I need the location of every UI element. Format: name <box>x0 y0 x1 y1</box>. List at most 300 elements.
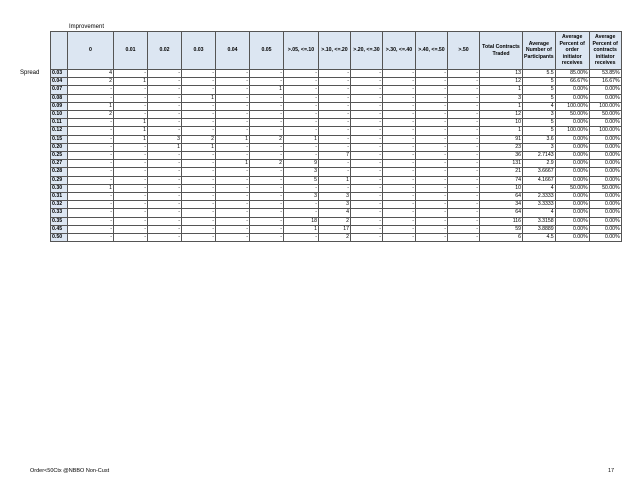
table-cell: - <box>250 201 284 209</box>
table-cell: - <box>250 94 284 102</box>
table-cell: - <box>383 217 416 225</box>
table-cell: - <box>216 184 250 192</box>
column-header <box>51 32 68 70</box>
table-cell: - <box>284 78 319 86</box>
table-row <box>51 176 622 184</box>
table-cell: - <box>416 78 448 86</box>
table-cell: - <box>351 152 383 160</box>
table-cell: - <box>182 119 216 127</box>
table-cell: - <box>448 234 480 242</box>
table-cell: 0.00% <box>589 143 621 151</box>
table-cell: - <box>351 127 383 135</box>
table-cell: 0.00% <box>589 119 621 127</box>
table-cell: - <box>416 143 448 151</box>
table-cell: 12 <box>480 111 523 119</box>
table-cell: - <box>148 127 182 135</box>
table-cell: 1 <box>182 143 216 151</box>
table-cell: 0.00% <box>589 217 621 225</box>
table-cell: - <box>448 78 480 86</box>
table-cell: - <box>383 70 416 78</box>
table-cell: 1 <box>114 127 148 135</box>
table-cell: - <box>216 225 250 233</box>
table-cell: - <box>416 119 448 127</box>
spread-value: 0.32 <box>51 201 68 209</box>
table-cell: 0.00% <box>589 160 621 168</box>
table-cell: - <box>319 70 351 78</box>
table-cell: 0.00% <box>555 86 589 94</box>
table-header-row <box>51 32 622 70</box>
table-cell: - <box>383 209 416 217</box>
table-cell: - <box>416 127 448 135</box>
table-cell: - <box>284 184 319 192</box>
table-cell: - <box>182 209 216 217</box>
table-cell: - <box>182 168 216 176</box>
table-cell: 100.00% <box>555 102 589 110</box>
table-cell: - <box>182 152 216 160</box>
table-cell: - <box>319 135 351 143</box>
table-cell: - <box>448 193 480 201</box>
table-row <box>51 70 622 78</box>
table-cell: - <box>182 201 216 209</box>
table-cell: 59 <box>480 225 523 233</box>
table-cell: - <box>351 176 383 184</box>
table-cell: - <box>68 217 114 225</box>
table-cell: - <box>416 152 448 160</box>
spread-value: 0.20 <box>51 143 68 151</box>
table-cell: 34 <box>480 201 523 209</box>
table-cell: - <box>416 94 448 102</box>
table-cell: - <box>319 168 351 176</box>
column-header: Average Percent of order initiator receives <box>555 32 589 70</box>
table-cell: - <box>351 160 383 168</box>
table-cell: - <box>68 143 114 151</box>
table-cell: 3 <box>284 193 319 201</box>
table-cell: - <box>448 168 480 176</box>
table-cell: - <box>284 111 319 119</box>
table-cell: - <box>114 168 148 176</box>
spread-value: 0.09 <box>51 102 68 110</box>
table-row <box>51 160 622 168</box>
table-cell: - <box>416 168 448 176</box>
column-header: 0.05 <box>250 32 284 70</box>
table-cell: - <box>351 102 383 110</box>
table-cell: - <box>68 209 114 217</box>
table-cell: - <box>284 102 319 110</box>
table-cell: - <box>416 176 448 184</box>
table-row <box>51 143 622 151</box>
table-cell: 1 <box>148 143 182 151</box>
table-cell: 17 <box>319 225 351 233</box>
table-cell: - <box>148 201 182 209</box>
table-cell: - <box>383 127 416 135</box>
table-cell: 4 <box>68 70 114 78</box>
table-cell: - <box>448 201 480 209</box>
table-cell: 18 <box>284 217 319 225</box>
table-row <box>51 209 622 217</box>
table-cell: 50.00% <box>589 111 621 119</box>
table-cell: - <box>351 217 383 225</box>
spread-value: 0.03 <box>51 70 68 78</box>
table-cell: - <box>216 127 250 135</box>
column-header: >.50 <box>448 32 480 70</box>
table-cell: - <box>114 193 148 201</box>
table-cell: - <box>448 94 480 102</box>
table-cell: 3 <box>148 135 182 143</box>
table-cell: - <box>114 102 148 110</box>
table-cell: 1 <box>480 102 523 110</box>
table-cell: - <box>114 201 148 209</box>
table-cell: 50.00% <box>555 184 589 192</box>
table-row <box>51 184 622 192</box>
table-cell: - <box>448 225 480 233</box>
table-cell: - <box>416 135 448 143</box>
table-cell: - <box>182 111 216 119</box>
table-cell: - <box>182 184 216 192</box>
table-cell: - <box>448 217 480 225</box>
table-cell: - <box>182 176 216 184</box>
column-header: Total Contracts Traded <box>480 32 523 70</box>
spread-value: 0.07 <box>51 86 68 94</box>
table-cell: 74 <box>480 176 523 184</box>
table-cell: - <box>250 70 284 78</box>
table-cell: - <box>351 78 383 86</box>
spread-value: 0.33 <box>51 209 68 217</box>
table-cell: 0.00% <box>555 201 589 209</box>
table-cell: - <box>216 143 250 151</box>
table-cell: 2.3333 <box>523 193 556 201</box>
table-cell: 3 <box>319 193 351 201</box>
table-cell: - <box>148 168 182 176</box>
table-cell: - <box>383 86 416 94</box>
table-cell: 1 <box>68 102 114 110</box>
table-cell: 64 <box>480 193 523 201</box>
table-cell: 5 <box>523 127 556 135</box>
table-row <box>51 152 622 160</box>
table-cell: - <box>383 234 416 242</box>
column-header: >.20, <=.30 <box>351 32 383 70</box>
table-cell: 0.00% <box>589 86 621 94</box>
table-cell: - <box>383 152 416 160</box>
table-cell: - <box>114 86 148 94</box>
table-cell: - <box>383 135 416 143</box>
table-row <box>51 78 622 86</box>
table-cell: - <box>383 168 416 176</box>
table-cell: - <box>114 160 148 168</box>
table-cell: - <box>68 127 114 135</box>
table-cell: 0.00% <box>555 209 589 217</box>
table-cell: - <box>351 184 383 192</box>
table-cell: - <box>216 94 250 102</box>
column-header: Average Percent of contracts initiator receives <box>589 32 621 70</box>
table-cell: - <box>148 176 182 184</box>
table-cell: - <box>182 193 216 201</box>
table-cell: 13 <box>480 70 523 78</box>
table-cell: 2.7143 <box>523 152 556 160</box>
table-cell: 1 <box>114 135 148 143</box>
table-cell: - <box>114 217 148 225</box>
table-cell: - <box>216 111 250 119</box>
table-row <box>51 86 622 94</box>
table-cell: 5 <box>523 119 556 127</box>
spread-value: 0.27 <box>51 160 68 168</box>
table-cell: 4 <box>319 209 351 217</box>
table-cell: 3.6667 <box>523 168 556 176</box>
table-cell: 0.00% <box>555 152 589 160</box>
spread-value: 0.10 <box>51 111 68 119</box>
table-cell: - <box>284 234 319 242</box>
table-cell: - <box>182 217 216 225</box>
table-cell: - <box>68 94 114 102</box>
table-cell: - <box>416 111 448 119</box>
improvement-table <box>50 31 622 242</box>
table-cell: 6 <box>480 234 523 242</box>
footer-caption: Order<50Ctx @NBBO Non-Cust <box>30 468 110 474</box>
table-cell: - <box>114 143 148 151</box>
table-cell: 9 <box>284 160 319 168</box>
table-cell: 85.00% <box>555 70 589 78</box>
table-cell: 66.67% <box>555 78 589 86</box>
spread-label: Spread <box>20 70 40 76</box>
table-cell: - <box>148 70 182 78</box>
table-cell: 0.00% <box>589 201 621 209</box>
table-cell: - <box>216 152 250 160</box>
table-cell: - <box>216 209 250 217</box>
table-cell: 0.00% <box>555 94 589 102</box>
table-cell: - <box>148 111 182 119</box>
table-cell: - <box>383 225 416 233</box>
table-cell: - <box>68 176 114 184</box>
table-cell: 1 <box>480 86 523 94</box>
table-cell: - <box>114 225 148 233</box>
table-cell: - <box>416 234 448 242</box>
table-cell: - <box>448 152 480 160</box>
table-cell: - <box>114 234 148 242</box>
table-cell: - <box>216 193 250 201</box>
table-cell: 5 <box>284 176 319 184</box>
table-cell: 3 <box>523 111 556 119</box>
table-cell: 23 <box>480 143 523 151</box>
table-row <box>51 111 622 119</box>
table-cell: - <box>68 86 114 94</box>
table-cell: - <box>448 143 480 151</box>
spread-value: 0.12 <box>51 127 68 135</box>
spread-value: 0.31 <box>51 193 68 201</box>
table-cell: - <box>216 119 250 127</box>
table-cell: 5.5 <box>523 70 556 78</box>
table-cell: - <box>284 119 319 127</box>
table-cell: - <box>383 143 416 151</box>
column-header: 0.02 <box>148 32 182 70</box>
table-cell: - <box>383 78 416 86</box>
table-cell: - <box>216 201 250 209</box>
table-cell: 0.00% <box>589 225 621 233</box>
column-header: 0.01 <box>114 32 148 70</box>
table-cell: - <box>114 94 148 102</box>
table-cell: - <box>448 184 480 192</box>
table-cell: 3.6 <box>523 135 556 143</box>
table-cell: - <box>284 86 319 94</box>
table-cell: - <box>416 184 448 192</box>
table-cell: 64 <box>480 209 523 217</box>
table-cell: 50.00% <box>589 184 621 192</box>
table-cell: - <box>448 119 480 127</box>
table-cell: - <box>148 184 182 192</box>
table-cell: 0.00% <box>589 152 621 160</box>
table-cell: 3 <box>480 94 523 102</box>
table-cell: - <box>216 176 250 184</box>
spread-value: 0.04 <box>51 78 68 86</box>
table-cell: - <box>416 160 448 168</box>
table-cell: - <box>319 102 351 110</box>
table-cell: - <box>148 209 182 217</box>
table-cell: 91 <box>480 135 523 143</box>
column-header: >.10, <=.20 <box>319 32 351 70</box>
table-cell: 36 <box>480 152 523 160</box>
table-cell: - <box>383 176 416 184</box>
table-cell: 2 <box>319 234 351 242</box>
spread-value: 0.25 <box>51 152 68 160</box>
table-cell: 100.00% <box>589 102 621 110</box>
table-cell: - <box>284 143 319 151</box>
table-cell: - <box>383 119 416 127</box>
table-cell: - <box>351 225 383 233</box>
table-cell: 1 <box>250 86 284 94</box>
table-cell: - <box>148 217 182 225</box>
table-cell: 0.00% <box>589 193 621 201</box>
table-cell: 0.00% <box>589 168 621 176</box>
table-cell: 2 <box>68 111 114 119</box>
table-cell: - <box>68 160 114 168</box>
table-cell: - <box>250 184 284 192</box>
table-cell: - <box>216 234 250 242</box>
column-header: >.05, <=.10 <box>284 32 319 70</box>
table-cell: 0.00% <box>555 225 589 233</box>
table-cell: - <box>319 160 351 168</box>
table-cell: - <box>383 201 416 209</box>
table-cell: - <box>319 119 351 127</box>
table-row <box>51 217 622 225</box>
table-cell: - <box>148 193 182 201</box>
table-cell: - <box>351 70 383 78</box>
table-cell: 131 <box>480 160 523 168</box>
table-cell: - <box>416 225 448 233</box>
table-cell: - <box>416 102 448 110</box>
table-cell: - <box>250 119 284 127</box>
table-cell: - <box>416 217 448 225</box>
table-row <box>51 234 622 242</box>
table-cell: - <box>182 102 216 110</box>
table-cell: - <box>319 78 351 86</box>
table-cell: - <box>448 127 480 135</box>
table-cell: - <box>182 78 216 86</box>
table-cell: - <box>448 209 480 217</box>
table-cell: - <box>250 152 284 160</box>
table-cell: - <box>448 111 480 119</box>
table-cell: - <box>250 143 284 151</box>
table-cell: - <box>319 94 351 102</box>
table-cell: - <box>182 234 216 242</box>
spread-value: 0.28 <box>51 168 68 176</box>
table-cell: - <box>351 209 383 217</box>
table-cell: - <box>284 209 319 217</box>
spread-value: 0.29 <box>51 176 68 184</box>
table-cell: - <box>114 209 148 217</box>
table-row <box>51 119 622 127</box>
table-cell: - <box>68 193 114 201</box>
table-cell: - <box>68 234 114 242</box>
column-header: 0.03 <box>182 32 216 70</box>
table-cell: - <box>182 160 216 168</box>
table-cell: 0.00% <box>555 119 589 127</box>
table-cell: 5 <box>523 94 556 102</box>
table-cell: - <box>216 78 250 86</box>
table-cell: 1 <box>480 127 523 135</box>
table-cell: - <box>114 176 148 184</box>
table-cell: - <box>416 86 448 94</box>
table-row <box>51 168 622 176</box>
table-cell: - <box>148 119 182 127</box>
table-cell: - <box>383 193 416 201</box>
table-cell: - <box>351 143 383 151</box>
table-cell: - <box>416 209 448 217</box>
table-cell: - <box>114 184 148 192</box>
table-cell: - <box>182 225 216 233</box>
table-cell: - <box>250 127 284 135</box>
table-cell: 0.00% <box>589 176 621 184</box>
table-cell: 3.3333 <box>523 201 556 209</box>
table-cell: 1 <box>114 119 148 127</box>
table-cell: 0.00% <box>555 193 589 201</box>
table-cell: - <box>448 160 480 168</box>
table-cell: 100.00% <box>555 127 589 135</box>
table-cell: - <box>284 70 319 78</box>
table-cell: 0.00% <box>555 135 589 143</box>
spread-value: 0.30 <box>51 184 68 192</box>
spread-value: 0.11 <box>51 119 68 127</box>
table-cell: 2 <box>68 78 114 86</box>
table-cell: - <box>448 102 480 110</box>
table-cell: - <box>383 111 416 119</box>
table-cell: - <box>250 234 284 242</box>
table-cell: 2 <box>250 135 284 143</box>
table-cell: - <box>284 152 319 160</box>
table-cell: 0.00% <box>555 217 589 225</box>
table-cell: - <box>351 86 383 94</box>
table-cell: - <box>148 234 182 242</box>
table-cell: 1 <box>284 135 319 143</box>
table-row <box>51 127 622 135</box>
table-cell: - <box>383 184 416 192</box>
table-cell: - <box>182 70 216 78</box>
table-cell: - <box>351 193 383 201</box>
spread-value: 0.45 <box>51 225 68 233</box>
table-cell: - <box>148 225 182 233</box>
table-cell: 4 <box>523 102 556 110</box>
table-cell: - <box>250 78 284 86</box>
table-cell: - <box>148 86 182 94</box>
table-cell: 116 <box>480 217 523 225</box>
table-cell: - <box>250 217 284 225</box>
table-cell: 4.5 <box>523 234 556 242</box>
table-cell: - <box>416 70 448 78</box>
table-cell: - <box>319 86 351 94</box>
table-cell: 4 <box>523 184 556 192</box>
table-cell: 0.00% <box>589 135 621 143</box>
table-cell: - <box>284 127 319 135</box>
table-cell: - <box>319 111 351 119</box>
table-cell: - <box>351 94 383 102</box>
table-cell: 3 <box>523 143 556 151</box>
